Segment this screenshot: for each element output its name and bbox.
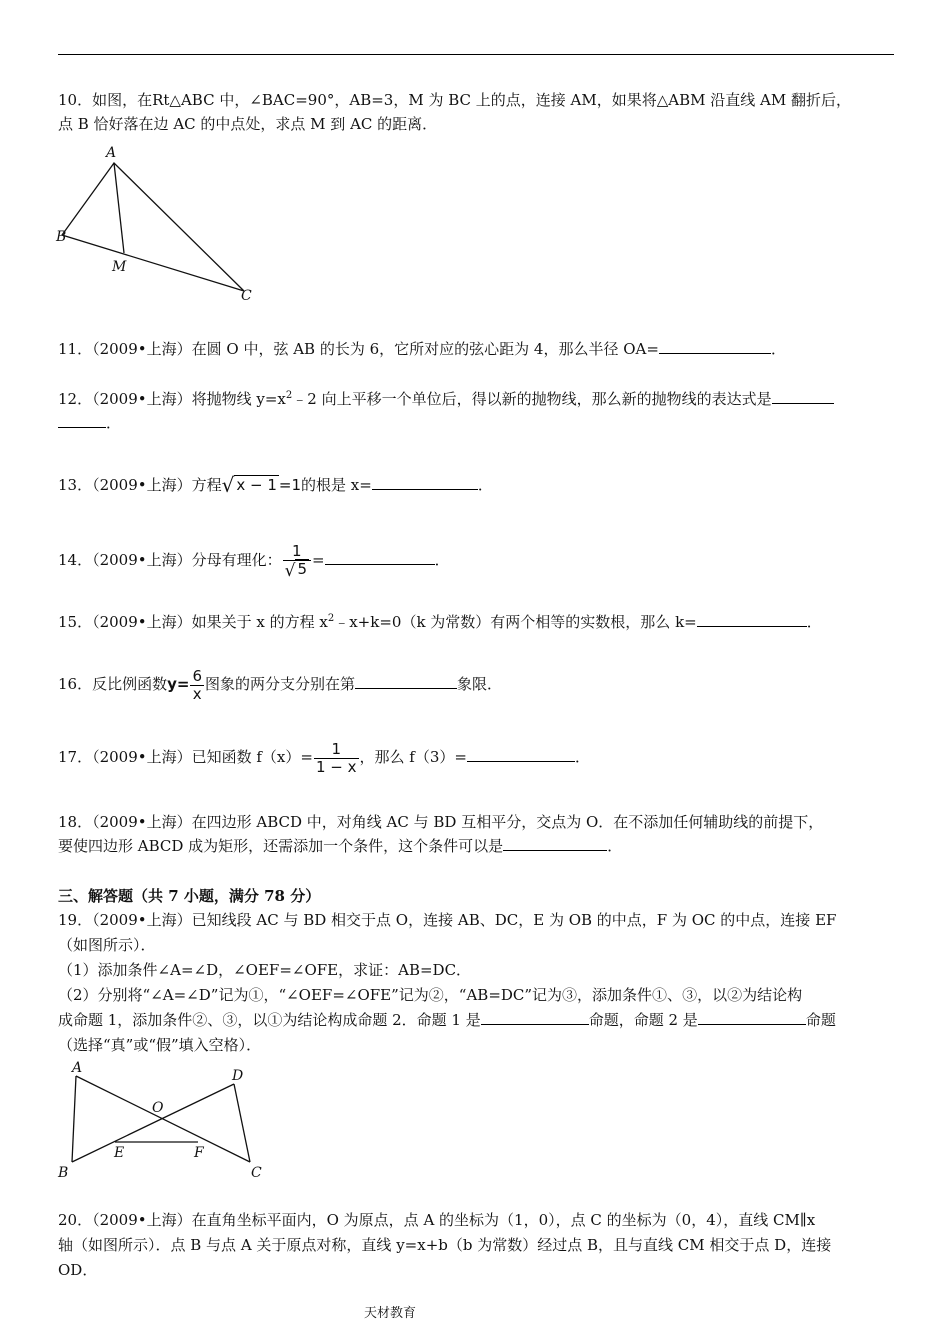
q12-line2 [58,411,894,436]
q19-answer-blank-2[interactable] [698,1008,806,1025]
q16-yeq: y= [167,675,190,693]
q11-answer-blank[interactable] [659,337,771,354]
label-f: F [194,1145,204,1161]
q19-line2: （如图所示）． [58,936,156,954]
q19-line5 [58,1008,894,1033]
q12-line1 [58,387,894,412]
q19-answer-blank-1[interactable] [481,1008,589,1025]
q18-text: 要使四边形 ABCD 成为矩形，还需添加一个条件，这个条件可以是 [58,837,504,855]
q16-prefix: 16．反比例函数 [58,675,168,693]
q11-text: 11．（2009•上海）在圆 O 中，弦 AB 的长为 6，它所对应的弦心距为 4，那么半径 OA= [58,340,659,358]
label-m: M [112,259,127,275]
segment-dc [234,1084,250,1162]
q12-text: 12．（2009•上海）将抛物线 y=x [58,390,286,408]
q15-text2: ﹣x+k=0（k 为常数）有两个相等的实数根，那么 k= [334,613,697,631]
section-3-heading: 三、解答题（共 7 小题，满分 78 分） [58,887,321,905]
q17-num: 1 [331,739,341,758]
q13-radicand: x − 1 [236,476,277,494]
label-o: O [152,1100,164,1116]
q13-answer-blank[interactable] [372,473,478,490]
q14-num: 1 [292,541,302,560]
triangle-abc [62,163,244,291]
label-c: C [241,288,252,304]
q17-suffix: ，那么 f（3）= [359,748,467,766]
q10-figure [52,143,267,308]
header-rule [58,54,894,55]
q16 [58,664,894,704]
q18-line2 [58,834,894,859]
q12-end: ． [106,414,122,432]
q14-end: ． [434,551,450,569]
q17-answer-blank[interactable] [467,745,575,762]
q13-prefix: 13．（2009•上海）方程 [58,476,222,494]
label-e: E [114,1145,125,1161]
label-b: B [58,1165,69,1181]
label-a: A [106,145,117,161]
q19-line3: （1）添加条件∠A=∠D，∠OEF=∠OFE，求证：AB=DC． [58,961,472,979]
q12-sup: 2 [285,390,293,401]
q12-answer-blank[interactable] [772,387,834,404]
q15-end: ． [806,613,822,631]
q14-eq: = [312,551,325,569]
q12-text2: ﹣2 向上平移一个单位后，得以新的抛物线，那么新的抛物线的表达式是 [292,390,772,408]
q13-eq: =1 [278,476,302,494]
q15-sup: 2 [327,613,335,624]
q14-den: 5 [297,559,308,578]
label-c: C [251,1165,262,1181]
q16-num: 6 [192,666,202,685]
q13-suffix: 的根是 x= [301,476,372,494]
q18-answer-blank[interactable] [503,834,607,851]
q16-den: x [190,685,204,703]
q14-fraction: $\frac{1}{√ 5}$ [283,543,311,580]
q16-fraction [190,668,204,703]
segment-ab [72,1076,76,1162]
q16-suffix: 图象的两分支分别在第 [205,675,356,693]
q13 [58,473,894,498]
q15-text: 15．（2009•上海）如果关于 x 的方程 x [58,613,328,631]
q17-den: 1 − x [315,757,357,776]
q17 [58,737,894,777]
q18-line1: 18．（2009•上海）在四边形 ABCD 中，对角线 AC 与 BD 互相平分，交点为 O．在不添加任何辅助线的前提下， [58,813,824,831]
q13-end: ． [477,476,493,494]
q15-answer-blank[interactable] [697,610,807,627]
q14-answer-blank[interactable] [325,548,435,565]
label-a: A [72,1060,83,1076]
q17-fraction [314,741,359,776]
q12-answer-blank-cont[interactable] [58,411,106,428]
q13-sqrt: √ x − 1 [221,473,277,497]
q17-end: ． [574,748,590,766]
q20-line2: 轴（如图所示）．点 B 与点 A 关于原点对称，直线 y=x+b（b 为常数）经过点 B，且与直线 CM 相交于点 D，连接 [58,1236,832,1254]
q11-end: ． [770,340,786,358]
q19-figure [52,1060,272,1188]
q19-line5c: 命题 [805,1011,836,1029]
q19-line5a: 成命题 1，添加条件②、③，以①为结论构成命题 2．命题 1 是 [58,1011,481,1029]
q17-prefix: 17．（2009•上海）已知函数 f（x）= [58,748,313,766]
q15 [58,610,894,635]
label-d: D [232,1068,244,1084]
q10-line1: 10．如图，在Rt△ABC 中，∠BAC=90°，AB=3，M 为 BC 上的点，连接 AM，如果将△ABM 沿直线 AM 翻折后， [58,91,851,109]
segment-bd [72,1084,234,1162]
label-b: B [56,229,67,245]
segment-am [114,163,124,253]
q10-line2: 点 B 恰好落在边 AC 的中点处，求点 M 到 AC 的距离． [58,115,438,133]
q18-end: ． [607,837,623,855]
q16-end: 象限． [457,675,503,693]
q16-answer-blank[interactable] [355,672,457,689]
q20-line1: 20．（2009•上海）在直角坐标平面内，O 为原点，点 A 的坐标为（1，0），点 C 的坐标为（0，4），直线 CM∥x [58,1211,816,1229]
footer-text: 天材教育 [363,1306,416,1321]
q14 [58,540,894,580]
q19-line1: 19．（2009•上海）已知线段 AC 与 BD 相交于点 O，连接 AB、DC，E 为 OB 的中点，F 为 OC 的中点，连接 EF [58,911,837,929]
q19-line6: （选择“真”或“假”填入空格）． [58,1036,262,1054]
q14-prefix: 14．（2009•上海）分母有理化： [58,551,282,569]
q20-line3: OD． [58,1261,98,1279]
q11 [58,337,894,362]
q19-line4: （2）分别将“∠A=∠D”记为①，“∠OEF=∠OFE”记为②，“AB=DC”记为③，添加条件①、③，以②为结论构 [58,986,803,1004]
q19-line5b: 命题，命题 2 是 [588,1011,698,1029]
